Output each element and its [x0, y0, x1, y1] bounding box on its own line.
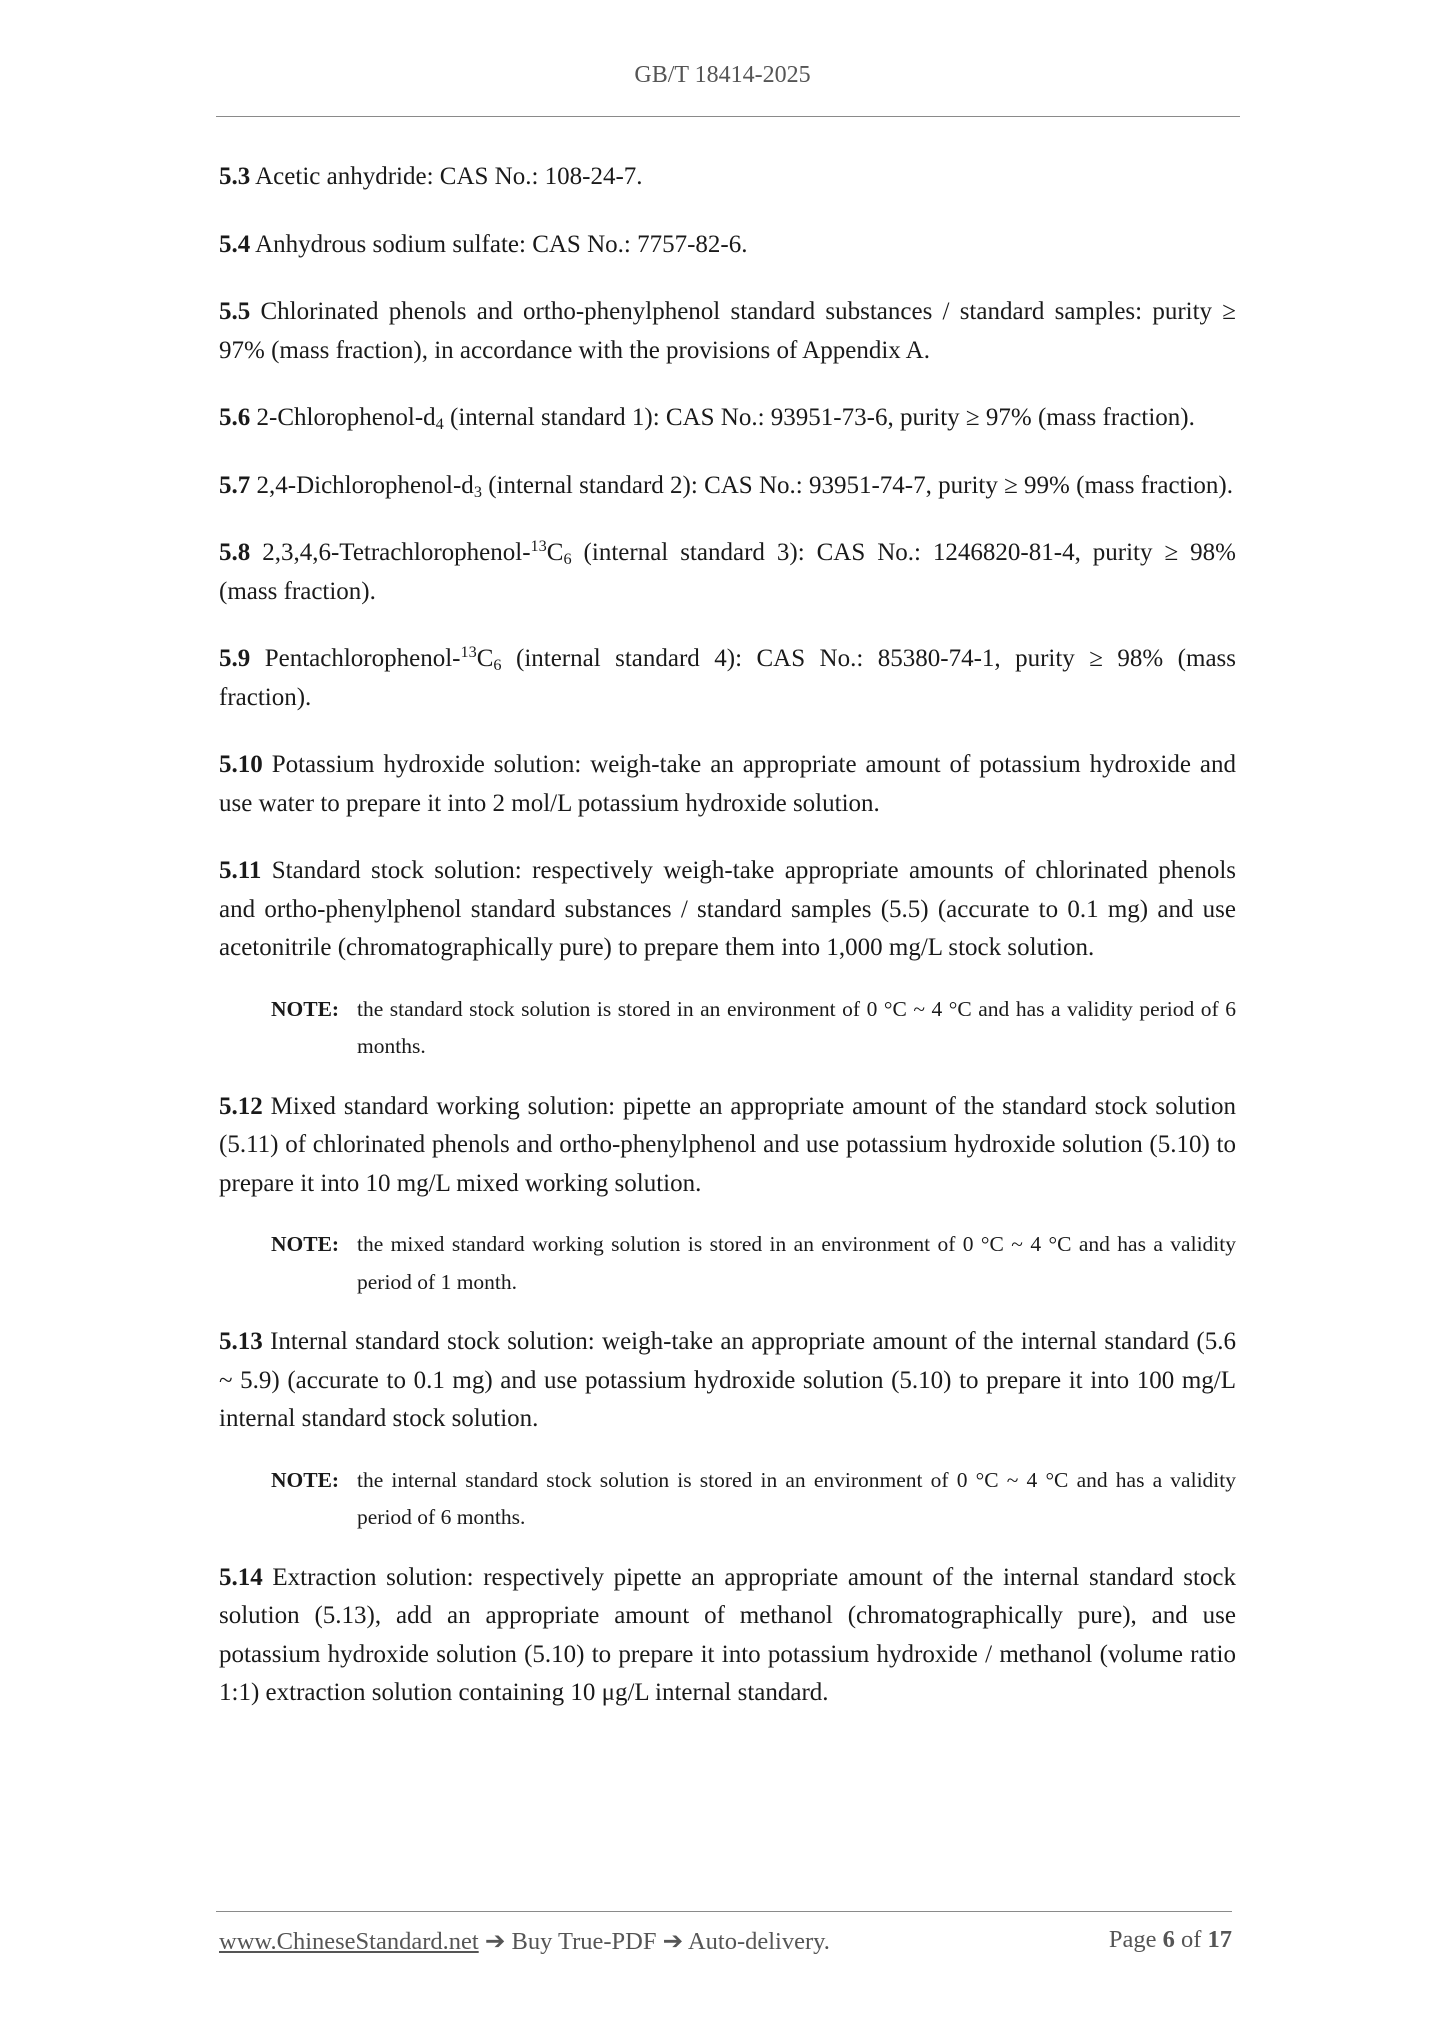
clause-text: Standard stock solution: respectively weigh-take appropriate amounts of chlorinated phenols and ortho-phenylphenol standard substances / standard samples (5.5) (accurate to 0.1 mg) and use acetonitrile (chromatographically pure) to prepare them into 1,000 mg/L stock solution.	[219, 857, 1236, 961]
note-text: the internal standard stock solution is stored in an environment of 0 °C ~ 4 °C and has a validity period of 6 months.	[357, 1467, 1236, 1529]
page-word: Page	[1108, 1926, 1157, 1953]
clause-text: Chlorinated phenols and ortho-phenylphenol standard substances / standard samples: purity ≥ 97% (mass fraction), in accordance with the provisions of Appendix A.	[219, 298, 1236, 364]
element-symbol: C	[546, 539, 564, 566]
clause-number: 5.12	[219, 1092, 263, 1120]
page-number	[1109, 1926, 1232, 1954]
clause-text-pre: 2,4-Dichlorophenol-d	[256, 471, 474, 499]
subscript: 6	[493, 656, 502, 675]
note-text: the standard stock solution is stored in an environment of 0 °C ~ 4 °C and has a validity period of 6 months.	[357, 996, 1236, 1058]
clause-text-post: (internal standard 2): CAS No.: 93951-74-7, purity ≥ 99% (mass fraction).	[481, 471, 1234, 499]
subscript: 6	[563, 550, 572, 569]
clause-5-7	[219, 467, 1236, 506]
subscript: 4	[435, 415, 444, 434]
current-page: 6	[1162, 1926, 1175, 1953]
website-link[interactable]: www.ChineseStandard.net	[219, 1928, 479, 1955]
footer-divider	[216, 1911, 1232, 1912]
clause-5-13	[219, 1323, 1236, 1439]
clause-text: Acetic anhydride: CAS No.: 108-24-7.	[255, 163, 643, 190]
clause-5-4	[219, 226, 1236, 265]
clause-text: Anhydrous sodium sulfate: CAS No.: 7757-82-6.	[255, 230, 748, 258]
clause-number: 5.11	[219, 857, 262, 884]
clause-number: 5.14	[219, 1563, 263, 1591]
clause-text-post: (internal standard 4): CAS No.: 85380-74-1, purity ≥ 98% (mass fraction).	[219, 645, 1237, 711]
document-body	[219, 158, 1236, 1742]
clause-5-9	[219, 640, 1236, 717]
clause-number: 5.13	[219, 1328, 263, 1355]
note-text: the mixed standard working solution is stored in an environment of 0 °C ~ 4 °C and has a validity period of 1 month.	[357, 1232, 1236, 1294]
clause-text: Mixed standard working solution: pipette an appropriate amount of the standard stock solution (5.11) of chlorinated phenols and ortho-phenylphenol and use potassium hydroxide solution (5.10) to prepare it into 10 mg/L mixed working solution.	[219, 1092, 1237, 1197]
clause-5-14	[219, 1559, 1236, 1713]
arrow-right-icon: ➔	[662, 1928, 684, 1955]
clause-number: 5.5	[219, 298, 251, 325]
page-header: GB/T 18414-2025	[634, 62, 811, 88]
note-5-12	[271, 1226, 1236, 1301]
note-5-11	[271, 991, 1236, 1066]
clause-number: 5.10	[219, 751, 263, 778]
clause-5-10	[219, 746, 1236, 823]
clause-5-6	[219, 399, 1236, 438]
clause-text-pre: 2-Chlorophenol-d	[256, 404, 436, 431]
header-divider	[216, 116, 1240, 117]
clause-5-8	[219, 534, 1236, 611]
total-pages: 17	[1207, 1926, 1232, 1953]
clause-text: Internal standard stock solution: weigh-take an appropriate amount of the internal standard (5.6 ~ 5.9) (accurate to 0.1 mg) and use potassium hydroxide solution (5.10) to prepare it into 100 mg/L internal standard stock solution.	[219, 1328, 1236, 1432]
clause-number: 5.3	[219, 163, 251, 190]
clause-number: 5.7	[219, 471, 251, 499]
element-symbol: C	[476, 645, 494, 672]
subscript: 3	[473, 482, 482, 501]
clause-text-post: (internal standard 3): CAS No.: 1246820-81-4, purity ≥ 98% (mass fraction).	[219, 539, 1236, 605]
clause-number: 5.6	[219, 404, 251, 431]
auto-delivery-text: Auto-delivery.	[687, 1928, 830, 1955]
note-label: NOTE:	[271, 1232, 340, 1256]
note-label: NOTE:	[271, 1467, 340, 1492]
clause-text: Extraction solution: respectively pipette an appropriate amount of the internal standard stock solution (5.13), add an appropriate amount of methanol (chromatographically pure), and use potassium hydroxide solution (5.10) to prepare it into potassium hydroxide / methanol (volume ratio 1:1) extraction solution containing 10 μg/L internal standard.	[219, 1563, 1237, 1706]
superscript: 13	[530, 537, 547, 556]
clause-number: 5.4	[219, 230, 251, 258]
arrow-right-icon: ➔	[484, 1928, 506, 1955]
buy-pdf-text: Buy True-PDF	[511, 1928, 657, 1955]
note-label: NOTE:	[271, 996, 340, 1021]
clause-5-11	[219, 852, 1236, 968]
clause-number: 5.8	[219, 539, 251, 566]
clause-text: Potassium hydroxide solution: weigh-take an appropriate amount of potassium hydroxide and use water to prepare it into 2 mol/L potassium hydroxide solution.	[219, 751, 1236, 817]
clause-number: 5.9	[219, 645, 251, 672]
clause-5-5	[219, 293, 1236, 370]
clause-text-post: (internal standard 1): CAS No.: 93951-73-6, purity ≥ 97% (mass fraction).	[443, 404, 1195, 431]
clause-text-pre: Pentachlorophenol-	[264, 645, 461, 672]
clause-text-pre: 2,3,4,6-Tetrachlorophenol-	[262, 539, 531, 566]
clause-5-12	[219, 1088, 1236, 1204]
of-word: of	[1180, 1926, 1202, 1953]
clause-5-3	[219, 158, 1236, 197]
footer-promo	[219, 1926, 830, 1956]
superscript: 13	[460, 643, 477, 662]
note-5-13	[271, 1462, 1236, 1537]
